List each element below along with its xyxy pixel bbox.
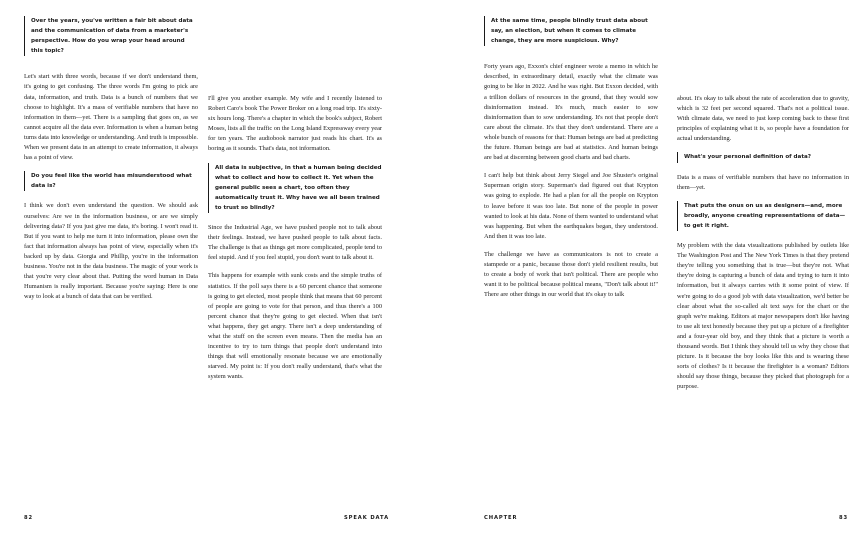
body-paragraph: The challenge we have as communicators is not to create a stampede or a panic, because those don't yield resilient results, but to create a body of work that isn't political. There are people who want it to be political because political means, "Don't talk about it!" There are other things in our world that it's okay to talk — [484, 250, 658, 299]
left-page-column-2 — [208, 94, 382, 390]
body-paragraph: My problem with the data visualizations published by outlets like The Washington Post and The New York Times is that they pretend they're telling you something that is true—but they're not. What they're doing is capturing a bunch of data and trying to turn it into information, but it always carries with it some point of view. If we're going to do a good job with data visualization, we'd better be clear about what the so-called alt text says for the chart or the graph we're making. Editors at major newspapers don't like having to use alt text honestly because they put up a picture of a firefighter and a four-year old boy, and they think that a picture is worth a thousand words. But I think they should tell us why they chose that picture. Is it because the boy looks like this and is wearing these sorts of clothes? Is it because the firefighter is a woman? Editors should say those things, because they picked that photograph for a purpose. — [677, 242, 849, 391]
left-page-column-1 — [24, 16, 198, 310]
interview-question: Over the years, you've written a fair bit about data and the communication of data from a marketer's perspective. How do you wrap your head around this topic? — [24, 16, 198, 56]
right-page-column-2 — [677, 94, 849, 400]
running-footer-title: SPEAK DATA — [344, 515, 389, 521]
body-paragraph: I think we don't even understand the question. We should ask ourselves: Are we in the information business, or are we simply delivering data? If you just give me data, it's boring. I won't read it. But if you want to help me turn it into information, please own the fact that information always has point of view, especially when it's backed up by data. Giorgia and Phillip, you're in the information business. You're not in the data business. The magic of your work is that you're very clear about that. Putting the word human in Data Humanism is really important. Because you're saying: Here is one way to look at a bunch of data that can be verified. — [24, 202, 198, 301]
page-number: 82 — [24, 515, 34, 521]
interview-question: At the same time, people blindly trust data about say, an election, but when it comes to climate change, they are more suspicious. Why? — [484, 16, 658, 46]
body-paragraph: Let's start with three words, because if we don't understand them, it's going to get confusing. The three words I'm going to pick are data, information, and truth. Data is a bunch of numbers that we choose to highlight. It's a mass of verifiable numbers that have no information in them—yet. There is a sampling that goes on, as we cannot acquire all the data ever. Information is when a human being turns data into knowledge or understanding. And truth is impossible. When we present data in an attempt to create information, it always has a point of view. — [24, 73, 198, 162]
body-paragraph: about. It's okay to talk about the rate of acceleration due to gravity, which is 32 feet per second squared. That's not a political issue. With climate data, we need to just keep coming back to these first principles of explaining what it is, so people have a foundation for actual understanding. — [677, 95, 849, 143]
interview-question: All data is subjective, in that a human being decided what to collect and how to collect it. Yet when the general public sees a chart, too often they automatically trust it. Why have we all been trained to trust so blindly? — [208, 163, 382, 213]
interview-question: What's your personal definition of data? — [677, 152, 849, 162]
body-paragraph: I'll give you another example. My wife and I recently listened to Robert Caro's book The Power Broker on a long road trip. It's sixty-six hours long. There's a chapter in which the book's subject, Robert Moses, lists all the traffic on the Long Island Expressway every year for ten years. The audiobook narrator just reads his chart. It's as boring as it sounds. That's data, not information. — [208, 95, 382, 153]
body-paragraph: Forty years ago, Exxon's chief engineer wrote a memo in which he described, in extraordinary detail, exactly what the climate was going to be like in 2022. And he was right. But Exxon decided, with a trillion dollars of resources in the ground, that they would sow disinformation instead. It's much, much easier to sow disinformation than to sow understanding. It's not that people don't care about the climate. It's that they don't understand. There are a whole bunch of reasons for that: Human beings are bad at predicting the future. Human beings are bad at statistics. And human beings are bad at discerning between good charts and bad charts. — [484, 63, 658, 162]
right-page — [434, 0, 868, 538]
body-paragraph: This happens for example with sunk costs and the simple truths of statistics. If the poll says there is a 60 percent chance that someone is going to get elected, most people think that means that 60 percent of people are going to vote for that person, and thus there's a 100 percent chance that they're going to get elected. When that isn't what happens, they get angry. There isn't a deep understanding of what the stuff on the screen even means. Then the media has an incentive to try to turn things that people don't understand into things that will emotionally resonate because we are emotionally starved. My point is: If you don't really understand, that's what the system wants. — [208, 272, 382, 381]
running-footer-title: CHAPTER — [484, 515, 518, 521]
interview-question: That puts the onus on us as designers—and, more broadly, anyone creating representations of data—to get it right. — [677, 201, 849, 231]
page-number: 83 — [839, 515, 849, 521]
interview-question: Do you feel like the world has misunderstood what data is? — [24, 171, 198, 191]
body-paragraph: I can't help but think about Jerry Siegel and Joe Shuster's original Superman origin story. Superman's dad figured out that Krypton was going to explode. He had a plan for all the people on Krypton to leave before it was too late. But none of the people in power wanted to look at his data. None of them wanted to understand what was happening. But when the earthquakes began, they understood. And then it was too late. — [484, 172, 658, 240]
right-page-column-1 — [484, 16, 658, 308]
body-paragraph: Data is a mass of verifiable numbers that have no information in them—yet. — [677, 173, 849, 191]
body-paragraph: Since the Industrial Age, we have pushed people not to talk about their feelings. Instead, we have pushed people to talk about facts. The challenge is that as things get more complicated, people tend to feel stupid. And if you feel stupid, you don't want to talk about it. — [208, 224, 382, 262]
